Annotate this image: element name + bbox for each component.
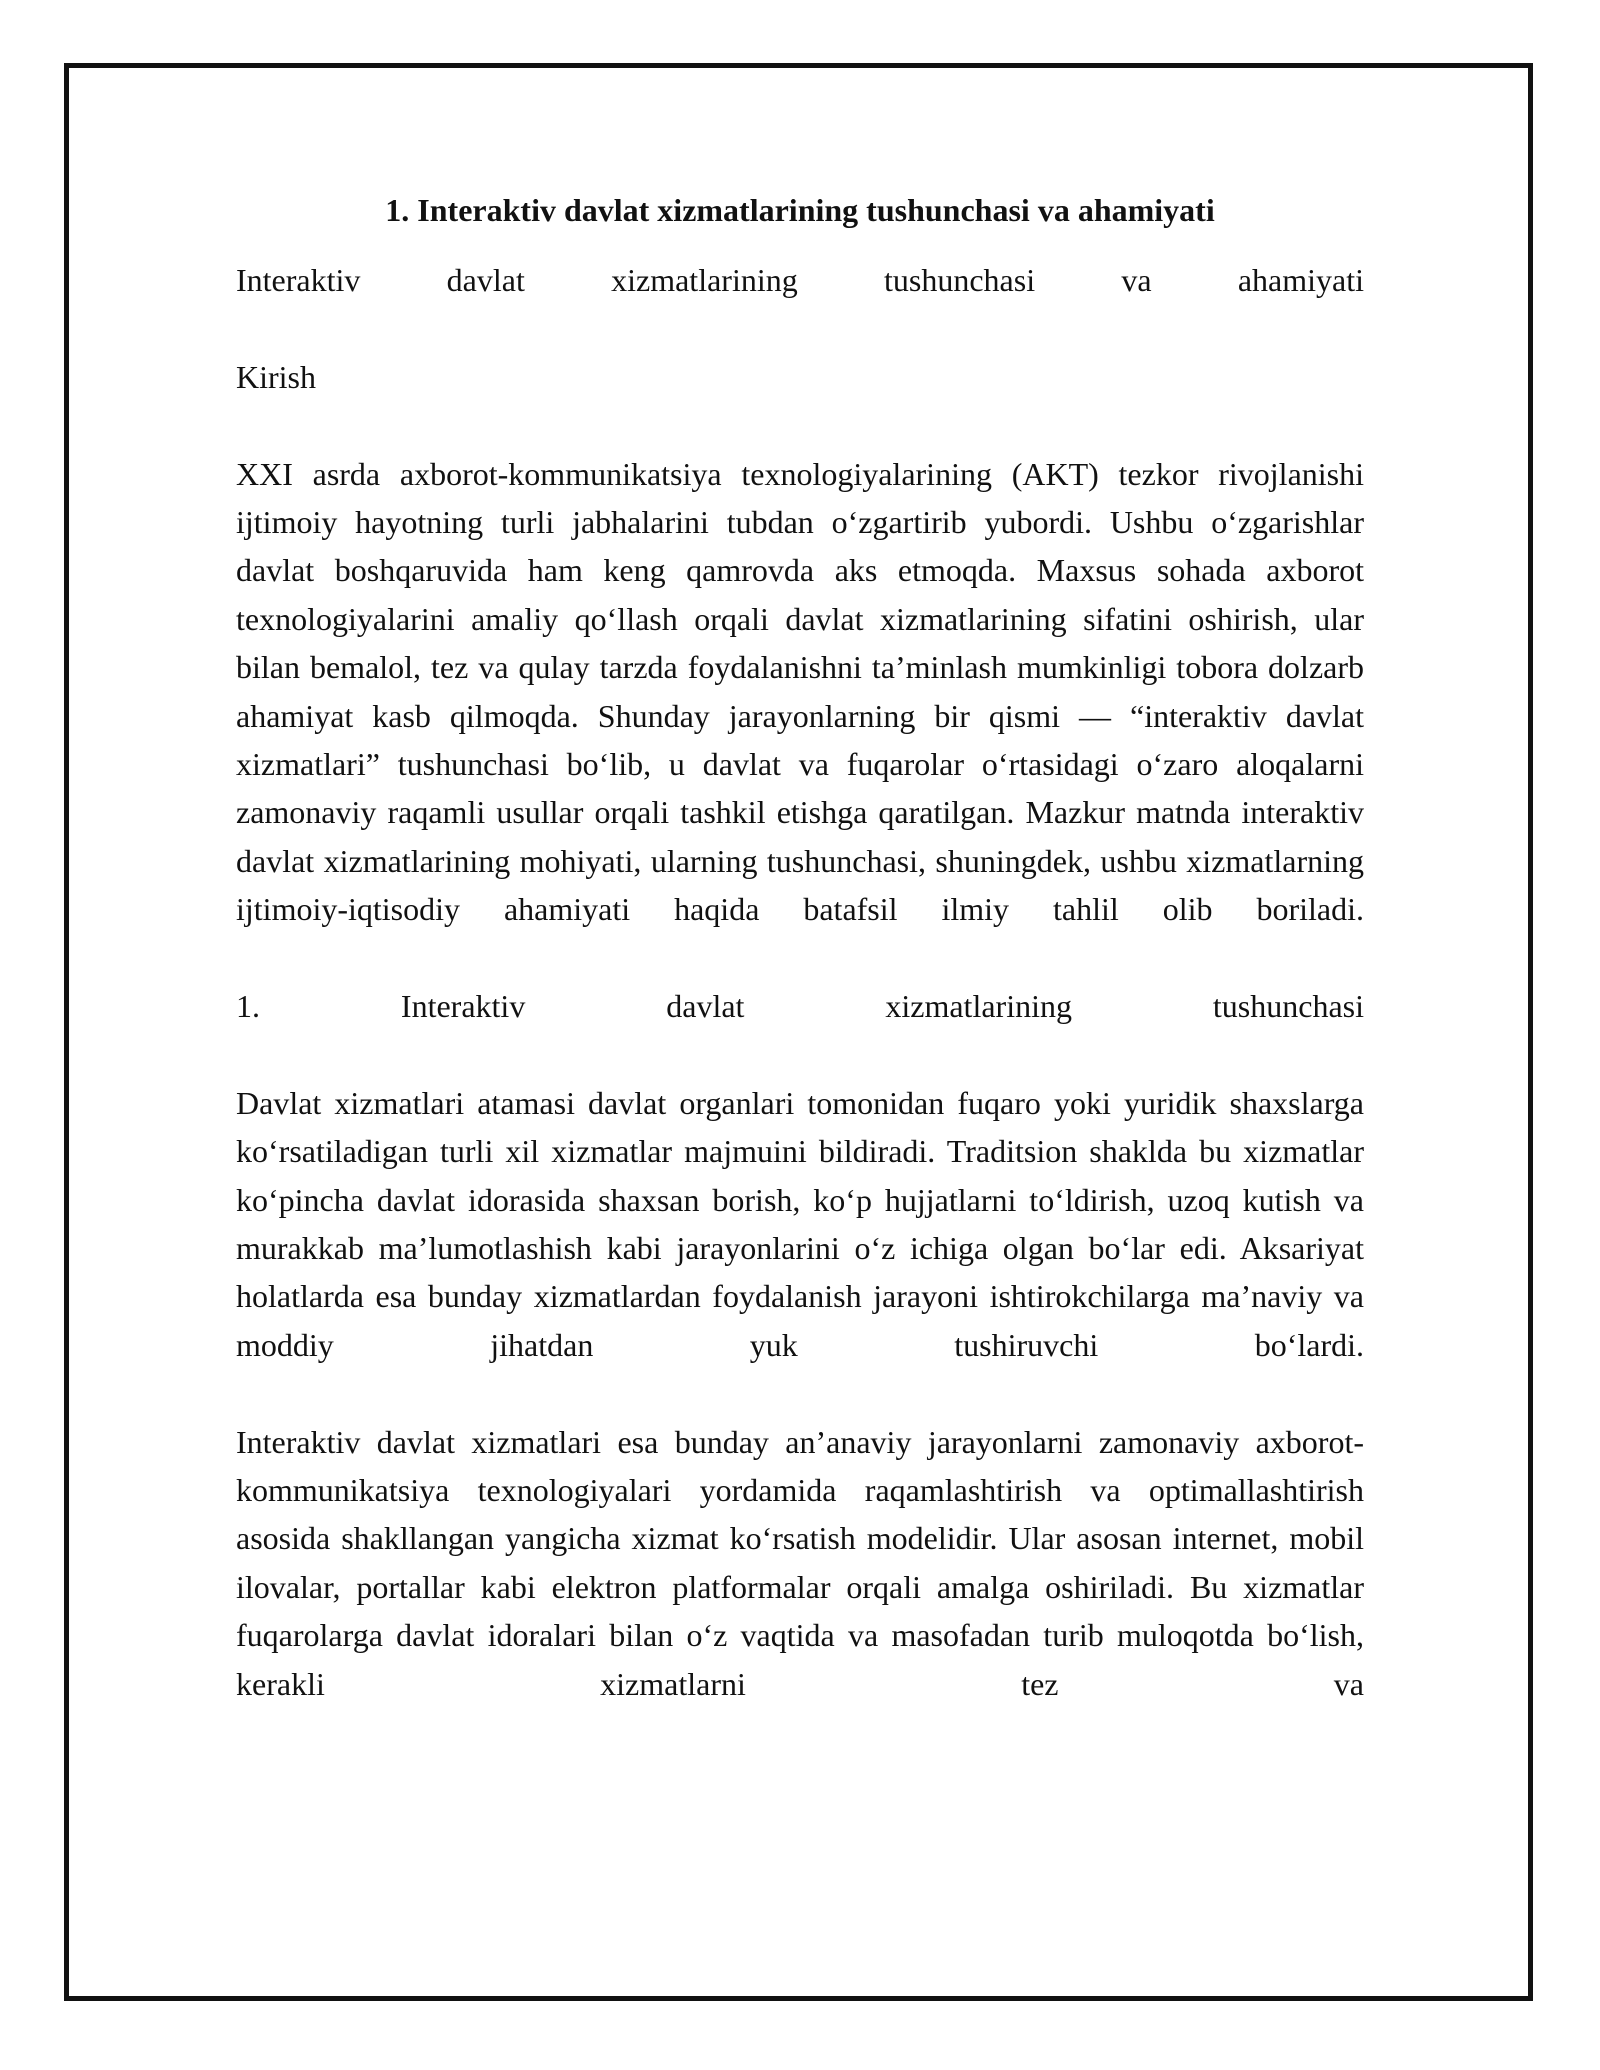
heading-paragraph: Interaktiv davlat xizmatlarining tushunchasi va ahamiyati bbox=[236, 262, 1364, 298]
body-paragraph-2: Interaktiv davlat xizmatlari esa bunday an’anaviy jarayonlarni zamonaviy axborot-kommunikatsiya texnologiyalari yordamida raqamlashtirish va optimallashtirish asosida shakllangan yangicha xizmat ko‘rsatish modelidir. Ular asosan internet, mobil ilovalar, portallar kabi elektron platformalar orqali amalga oshiriladi. Bu xizmatlar fuqarolarga davlat idoralari bilan o‘z vaqtida va masofadan turib muloqotda bo‘lish, kerakli xizmatlarni tez va bbox=[236, 1423, 1364, 1702]
body-paragraph-1: Davlat xizmatlari atamasi davlat organlari tomonidan fuqaro yoki yuridik shaxslarga ko‘rsatiladigan turli xil xizmatlar majmuini bildiradi. Traditsion shaklda bu xizmatlar ko‘pincha davlat idorasida shaxsan borish, ko‘p hujjatlarni to‘ldirish, uzoq kutish va murakkab ma’lumotlashish kabi jarayonlarini o‘z ichiga olgan bo‘lar edi. Aksariyat holatlarda esa bunday xizmatlardan foydalanish jarayoni ishtirokchilarga ma’naviy va moddiy jihatdan yuk tushiruvchi bo‘lardi. bbox=[236, 1084, 1364, 1363]
document-title: 1. Interaktiv davlat xizmatlarining tushunchasi va ahamiyati bbox=[385, 192, 1215, 228]
document-body bbox=[236, 186, 1364, 1708]
section-kirish: Kirish bbox=[236, 358, 316, 395]
section-heading-1: 1. Interaktiv davlat xizmatlarining tushunchasi bbox=[236, 988, 1364, 1025]
intro-paragraph: XXI asrda axborot-kommunikatsiya texnologiyalarining (AKT) tezkor rivojlanishi ijtimoiy hayotning turli jabhalarini tubdan o‘zgartirib yubordi. Ushbu o‘zgarishlar davlat boshqaruvida ham keng qamrovda aks etmoqda. Maxsus sohada axborot texnologiyalarini amaliy qo‘llash orqali davlat xizmatlarining sifatini oshirish, ular bilan bemalol, tez va qulay tarzda foydalanishni ta’minlash mumkinligi tobora dolzarb ahamiyat kasb qilmoqda. Shunday jarayonlarning bir qismi — “interaktiv davlat xizmatlari” tushunchasi bo‘lib, u davlat va fuqarolar o‘rtasidagi o‘zaro aloqalarni zamonaviy raqamli usullar orqali tashkil etishga qaratilgan. Mazkur matnda interaktiv davlat xizmatlarining mohiyati, ularning tushunchasi, shuningdek, ushbu xizmatlarning ijtimoiy-iqtisodiy ahamiyati haqida batafsil ilmiy tahlil olib boriladi. bbox=[236, 455, 1364, 928]
